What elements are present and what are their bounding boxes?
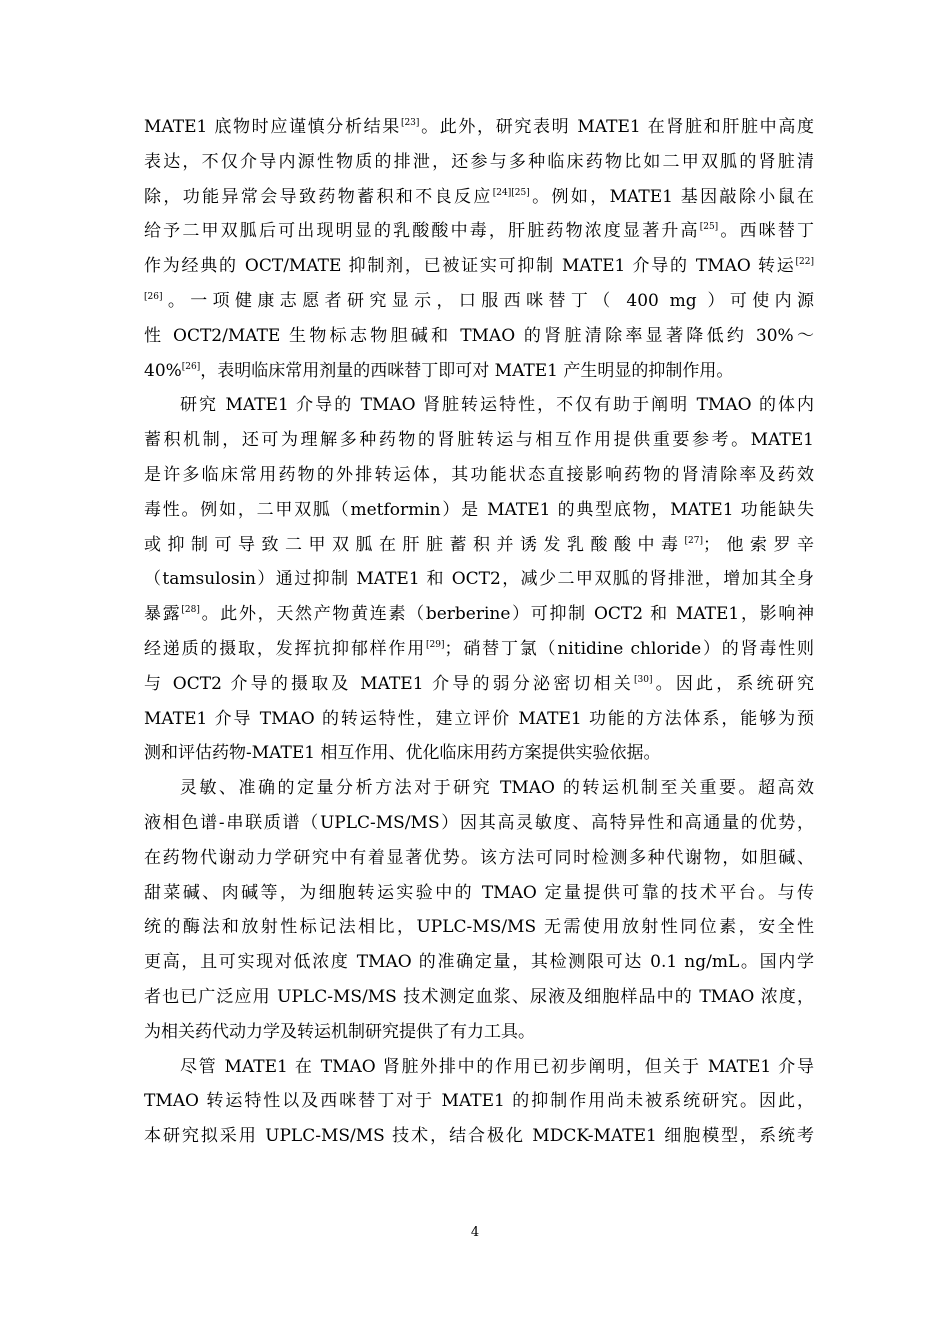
text-line bbox=[144, 493, 814, 528]
text-line bbox=[144, 736, 814, 771]
text-segment: 。西咪替丁 bbox=[718, 221, 814, 242]
text-segment: 液相色谱-串联质谱（UPLC-MS/MS）因其高灵敏度、高特异性和高通量的优势， bbox=[144, 812, 814, 833]
text-segment: 研究 MATE1 介导的 TMAO 肾脏转运特性，不仅有助于阐明 TMAO 的体内 bbox=[180, 395, 814, 416]
citation-superscript: [28] bbox=[181, 605, 200, 616]
text-line bbox=[144, 110, 814, 145]
citation-superscript: [25] bbox=[699, 222, 719, 233]
text-segment: 40% bbox=[144, 360, 182, 381]
text-segment: 在药物代谢动力学研究中有着显著优势。该方法可同时检测多种代谢物，如胆碱、 bbox=[144, 847, 814, 868]
text-line bbox=[144, 214, 814, 249]
paragraph bbox=[144, 771, 814, 1049]
paragraph bbox=[144, 388, 814, 771]
citation-superscript: [23] bbox=[400, 118, 420, 128]
citation-superscript: [26] bbox=[144, 291, 163, 302]
text-line bbox=[144, 458, 814, 493]
text-line bbox=[144, 423, 814, 458]
paragraph bbox=[144, 1050, 814, 1154]
text-segment: 统的酶法和放射性标记法相比，UPLC-MS/MS 无需使用放射性同位素，安全性 bbox=[144, 917, 814, 938]
text-segment: 本研究拟采用 UPLC-MS/MS 技术，结合极化 MDCK-MATE1 细胞模型，系统考 bbox=[144, 1126, 814, 1147]
text-segment: TMAO 转运特性以及西咪替丁对于 MATE1 的抑制作用尚未被系统研究。因此， bbox=[144, 1091, 814, 1112]
citation-superscript: [29] bbox=[426, 639, 445, 650]
text-segment: 毒性。例如，二甲双胍（metformin）是 MATE1 的典型底物，MATE1 功能缺失 bbox=[144, 499, 814, 520]
text-line bbox=[144, 945, 814, 980]
text-segment: 测和评估药物-MATE1 相互作用、优化临床用药方案提供实验依据。 bbox=[144, 743, 661, 764]
text-segment: 甜菜碱、肉碱等，为细胞转运实验中的 TMAO 定量提供可靠的技术平台。与传 bbox=[144, 882, 814, 903]
text-line bbox=[144, 597, 814, 632]
text-segment: 。此外，研究表明 MATE1 在肾脏和肝脏中高度 bbox=[419, 117, 814, 137]
text-segment: 者也已广泛应用 UPLC-MS/MS 技术测定血浆、尿液及细胞样品中的 TMAO 浓度， bbox=[144, 986, 814, 1007]
text-segment: ；他索罗辛 bbox=[703, 534, 814, 555]
text-line bbox=[144, 980, 814, 1015]
text-segment: （tamsulosin）通过抑制 MATE1 和 OCT2，减少二甲双胍的肾排泄，增加其全身 bbox=[144, 569, 814, 590]
text-line bbox=[144, 319, 814, 354]
text-segment: 蓄积机制，还可为理解多种药物的肾脏转运与相互作用提供重要参考。MATE1 bbox=[144, 430, 814, 451]
text-segment: 经递质的摄取，发挥抗抑郁样作用 bbox=[144, 638, 427, 659]
text-line bbox=[144, 562, 814, 597]
text-line bbox=[144, 841, 814, 876]
text-segment: MATE1 底物时应谨慎分析结果 bbox=[144, 117, 401, 137]
text-line bbox=[144, 528, 814, 563]
text-segment: 暴露 bbox=[144, 604, 182, 625]
citation-superscript: [24][25] bbox=[492, 187, 530, 198]
text-line bbox=[144, 249, 814, 284]
text-segment: 性 OCT2/MATE 生物标志物胆碱和 TMAO 的肾脏清除率显著降低约 30%～ bbox=[144, 325, 814, 346]
text-line bbox=[144, 1119, 814, 1154]
text-line bbox=[144, 284, 814, 319]
text-line bbox=[144, 180, 814, 215]
text-line bbox=[144, 1084, 814, 1119]
text-line bbox=[144, 145, 814, 180]
citation-superscript: [22] bbox=[795, 257, 814, 268]
text-segment: 表达，不仅介导内源性物质的排泄，还参与多种临床药物比如二甲双胍的肾脏清 bbox=[144, 151, 814, 172]
text-segment: 或抑制可导致二甲双胍在肝脏蓄积并诱发乳酸酸中毒 bbox=[144, 534, 685, 555]
text-segment: 与 OCT2 介导的摄取及 MATE1 介导的弱分泌密切相关 bbox=[144, 673, 634, 694]
text-segment: 更高，且可实现对低浓度 TMAO 的准确定量，其检测限可达 0.1 ng/mL。国内学 bbox=[144, 952, 814, 973]
text-segment: 作为经典的 OCT/MATE 抑制剂，已被证实可抑制 MATE1 介导的 TMAO 转运 bbox=[144, 256, 796, 277]
text-segment: 除，功能异常会导致药物蓄积和不良反应 bbox=[144, 186, 493, 207]
text-line bbox=[144, 1050, 814, 1085]
citation-superscript: [30] bbox=[634, 674, 653, 685]
text-line bbox=[144, 667, 814, 702]
text-segment: MATE1 介导 TMAO 的转运特性，建立评价 MATE1 功能的方法体系，能够为预 bbox=[144, 708, 814, 729]
text-segment: ；硝替丁氯（nitidine chloride）的肾毒性则 bbox=[444, 638, 814, 659]
text-line bbox=[144, 910, 814, 945]
text-line bbox=[144, 354, 814, 389]
text-line bbox=[144, 876, 814, 911]
text-line bbox=[144, 702, 814, 737]
text-line bbox=[144, 771, 814, 806]
text-segment: 是许多临床常用药物的外排转运体，其功能状态直接影响药物的肾清除率及药效 bbox=[144, 464, 814, 485]
text-segment: 尽管 MATE1 在 TMAO 肾脏外排中的作用已初步阐明，但关于 MATE1 介导 bbox=[180, 1056, 814, 1077]
text-segment: 。一项健康志愿者研究显示，口服西咪替丁（ 400 mg ）可使内源 bbox=[162, 290, 814, 311]
text-segment: 为相关药代动力学及转运机制研究提供了有力工具。 bbox=[144, 1021, 535, 1042]
page-number: 4 bbox=[470, 1225, 480, 1240]
text-segment: 。此外，天然产物黄连素（berberine）可抑制 OCT2 和 MATE1，影响神 bbox=[199, 604, 814, 625]
citation-superscript: [27] bbox=[684, 535, 703, 546]
text-segment: 给予二甲双胍后可出现明显的乳酸酸中毒，肝脏药物浓度显著升高 bbox=[144, 221, 700, 242]
paragraph bbox=[144, 110, 814, 388]
text-segment: 。例如，MATE1 基因敲除小鼠在 bbox=[529, 186, 814, 207]
text-line bbox=[144, 806, 814, 841]
text-segment: 灵敏、准确的定量分析方法对于研究 TMAO 的转运机制至关重要。超高效 bbox=[180, 778, 814, 799]
text-segment: ，表明临床常用剂量的西咪替丁即可对 MATE1 产生明显的抑制作用。 bbox=[200, 360, 734, 381]
text-line bbox=[144, 1015, 814, 1050]
body-text bbox=[144, 110, 814, 1154]
text-segment: 。因此，系统研究 bbox=[652, 673, 814, 694]
text-line bbox=[144, 388, 814, 423]
citation-superscript: [26] bbox=[181, 361, 201, 372]
text-line bbox=[144, 632, 814, 667]
